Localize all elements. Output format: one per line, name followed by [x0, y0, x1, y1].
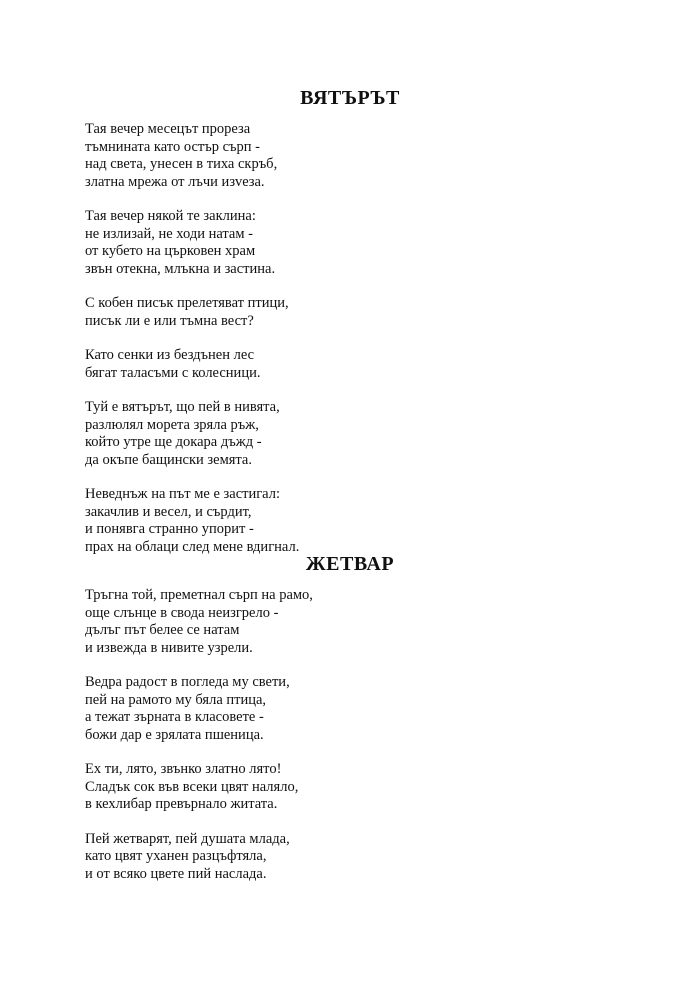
poem-line: Като сенки из бездънен лес [85, 347, 255, 363]
poem-line: пей на рамото му бяла птица, [85, 691, 267, 708]
poem-line: закачлив и весел, и сърдит, [85, 503, 252, 520]
poem-line: Ведра радост в погледа му свети, [85, 674, 290, 690]
stanza-4 [85, 831, 700, 884]
poem-line: и от всяко цвете пий наслада. [85, 865, 267, 882]
stanza-3 [85, 295, 700, 330]
stanza-4 [85, 347, 700, 382]
poem-line: разлюлял морета зряла ръж, [85, 416, 259, 433]
poem-line: който утре ще докара дъжд - [85, 434, 262, 450]
stanza-1 [85, 121, 700, 191]
poem-line: тъмнината като остър сърп - [85, 138, 260, 155]
stanza-3 [85, 761, 700, 814]
stanza-2 [85, 208, 700, 278]
stanza-6 [85, 486, 700, 556]
stanza-2 [85, 674, 700, 744]
poem-line: в кехлибар превърнало житата. [85, 796, 278, 812]
poem-line: писък ли е или тъмна вест? [85, 312, 254, 329]
poem-line: С кобен писък прелетяват птици, [85, 295, 289, 311]
poem-line: като цвят уханен разцъфтяла, [85, 848, 267, 864]
poem-line: Неведнъж на път ме е застигал: [85, 486, 280, 502]
poem-body [0, 121, 700, 556]
poem-line: Сладък сок във всеки цвят наляло, [85, 778, 299, 795]
poem-vyatarat [0, 86, 700, 556]
poem-line: над света, унесен в тиха скръб, [85, 156, 278, 172]
poem-line: дълъг път белее се натам [85, 622, 240, 638]
poem-body [0, 587, 700, 883]
poem-line: прах на облаци след мене вдигнал. [85, 538, 300, 555]
poem-line: Тая вечер някой те заклина: [85, 208, 256, 224]
poem-line: Тая вечер месецът прореза [85, 121, 251, 137]
poem-line: а тежат зърната в класовете - [85, 709, 264, 725]
stanza-5 [85, 399, 700, 469]
poem-title: ЖЕТВАР [305, 553, 395, 575]
poem-line: и извежда в нивите узрели. [85, 639, 253, 656]
poem-line: Туй е вятърът, що пей в нивята, [85, 399, 280, 415]
poem-line: не излизай, не ходи натам - [85, 225, 253, 242]
poem-line: и понявга странно упорит - [85, 521, 254, 537]
poem-line: от кубето на църковен храм [85, 243, 256, 259]
poem-line: Ех ти, лято, звънко златно лято! [85, 761, 282, 777]
poem-line: бягат таласъми с колесници. [85, 364, 261, 381]
poem-line: божи дар е зрялата пшеница. [85, 726, 264, 743]
stanza-1 [85, 587, 700, 657]
poem-line: Тръгна той, преметнал сърп на рамо, [85, 587, 313, 603]
poem-line: Пей жетварят, пей душата млада, [85, 830, 290, 847]
poem-line: звън отекна, млъкна и застина. [85, 260, 276, 277]
poem-title: ВЯТЪРЪТ [300, 87, 400, 109]
poem-line: златна мрежа от лъчи изveза. [85, 173, 265, 190]
poem-line: да окъпе бащински земята. [85, 451, 252, 468]
poem-zhetvar [0, 552, 700, 883]
poem-line: още слънце в свода неизгрело - [85, 604, 279, 621]
